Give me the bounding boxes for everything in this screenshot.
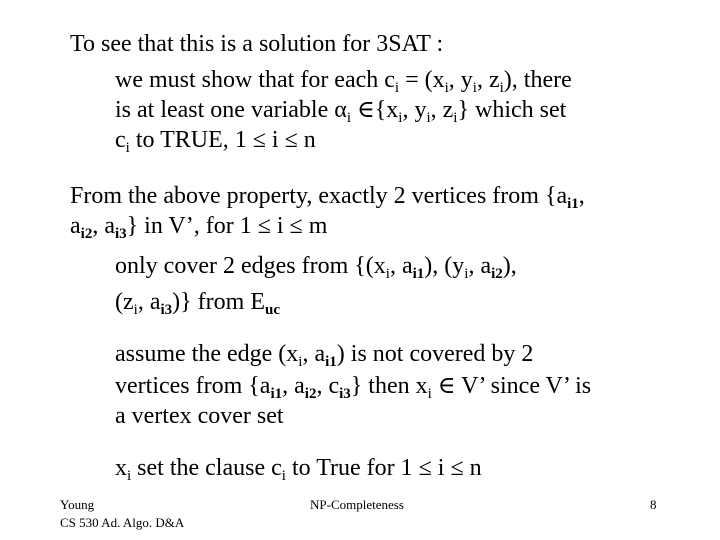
subscript: i [427,386,432,402]
p2-line-1 [70,182,585,210]
text-run: , z [476,67,500,93]
subscript: i [426,110,431,126]
text-run: } which set [457,97,567,123]
text-run: } in V’, for 1 ≤ i ≤ m [126,213,328,239]
p4-line-1 [115,340,533,368]
text-run: , c [316,373,340,399]
subscript: i1 [325,354,337,370]
text-run: set the clause c [131,455,282,481]
subscript: i3 [339,386,351,402]
intro-line [70,30,443,58]
text-run: to TRUE, 1 ≤ i ≤ n [129,127,316,153]
text-run: ), [502,253,517,279]
subscript: i [499,80,504,96]
text-run: ∈ V’ since V’ is [431,373,592,399]
text-run: vertices from {a [115,373,271,399]
text-run: = (x [399,67,445,93]
text-run: , [578,183,585,209]
text-run: , a [468,253,492,279]
subscript: i [464,266,469,282]
subscript: i [394,80,400,96]
footer-topic: NP-Completeness [310,497,404,512]
text-run: , y [448,67,473,93]
alpha-symbol: α [334,97,347,123]
p1-line-3 [115,126,316,154]
subscript: i [385,266,390,282]
footer-author: Young [60,497,95,512]
p4-line-3 [115,402,284,430]
footer-page-number: 8 [650,497,657,512]
text-run: , a [137,289,161,315]
subscript: i [125,140,130,156]
text-run: ), (y [424,253,465,279]
subscript: i [398,110,403,126]
subscript: i [281,468,286,484]
text-run: a [70,213,81,239]
text-run: )} from E [172,289,265,315]
subscript: i2 [491,266,503,282]
text-run: , a [302,341,326,367]
text-run: , a [282,373,305,399]
text-run: ), there [503,67,572,93]
p1-line-1 [115,66,572,94]
subscript: i1 [567,196,579,212]
subscript: uc [264,302,280,318]
text-run: ) is not covered by 2 [336,341,534,367]
text-run: c [115,127,126,153]
text-run: } then x [350,373,428,399]
text-run: is at least one variable [115,97,335,123]
subscript: i [298,354,303,370]
text-run: x [115,455,127,481]
subscript: i3 [114,226,127,242]
text-run: we must show that for each c [115,67,395,93]
text-run: to True for 1 ≤ i ≤ n [285,455,482,481]
text-run: , a [389,253,413,279]
subscript: i [444,80,449,96]
p3-line-2 [115,288,280,316]
subscript: i [346,110,351,126]
p3-line-1 [115,252,517,280]
subscript: i [472,80,477,96]
text-run: only cover 2 edges from {(x [115,253,386,279]
p4-line-2 [115,372,591,400]
text-run: assume the edge (x [115,341,299,367]
subscript: i [127,468,132,484]
text-run: (z [115,289,134,315]
intro-text: To see that this is a solution for 3SAT : [70,31,444,57]
p5-line [115,454,482,482]
footer-course: CS 530 Ad. Algo. D&A [60,515,185,530]
text-run: , a [92,213,115,239]
subscript: i3 [160,302,173,318]
text-run: From the above property, exactly 2 vertices from {a [70,183,568,209]
subscript: i1 [270,386,283,402]
text-run: a vertex cover set [115,403,284,429]
subscript: i2 [80,226,93,242]
p1-line-2 [115,96,566,124]
subscript: i1 [412,266,425,282]
subscript: i [133,302,138,318]
subscript: i2 [304,386,317,402]
subscript: i [453,110,458,126]
p2-line-2 [70,212,327,240]
text-run: , z [430,97,454,123]
text-run: , y [402,97,427,123]
text-run: ∈{x [351,97,399,123]
